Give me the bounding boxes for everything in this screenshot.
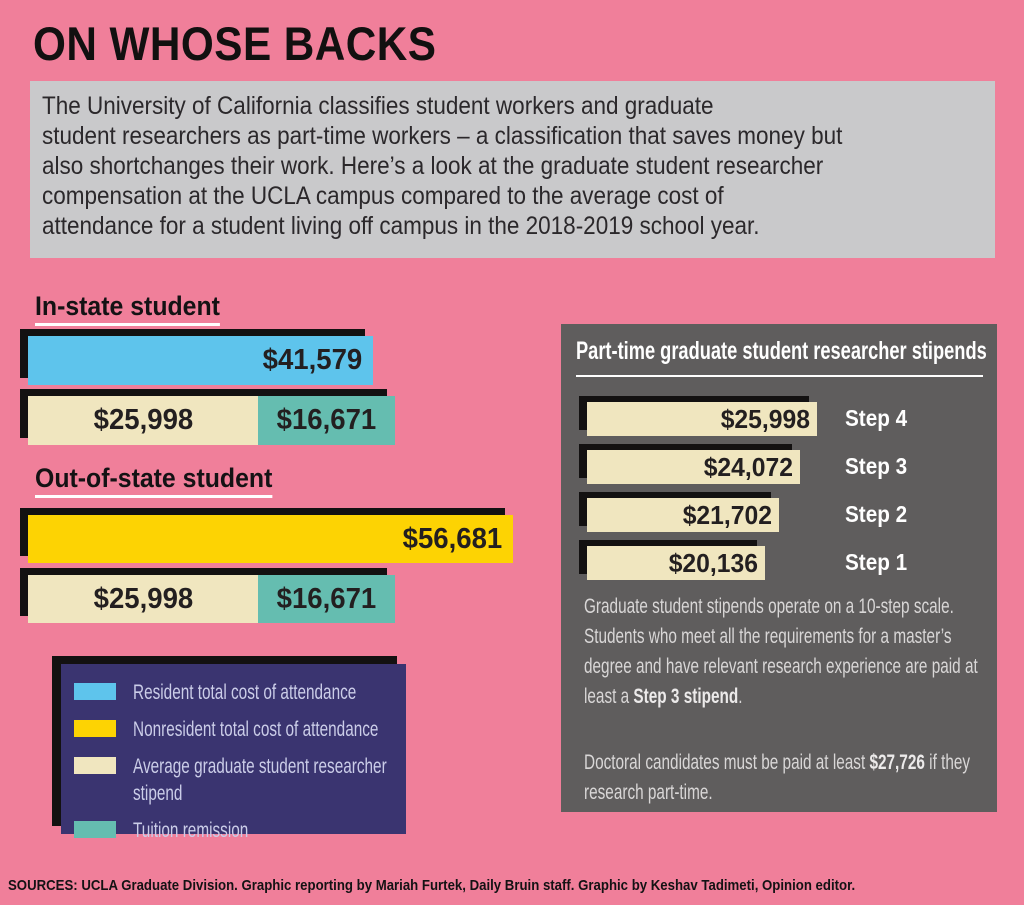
out-of-state-remission-value: $16,671	[276, 582, 377, 615]
stipend-color-swatch	[74, 757, 116, 774]
in-state-stipend-segment	[28, 396, 258, 445]
stipend-note-doctoral	[584, 748, 993, 808]
in-state-stipend-value: $25,998	[93, 404, 193, 436]
step-1-bar	[587, 546, 765, 580]
step-4-bar	[587, 402, 817, 436]
legend-label-line: Nonresident total cost of attendance	[133, 718, 379, 741]
step-4-value: $25,998	[720, 403, 810, 434]
sources-footer	[8, 877, 855, 894]
step-1-label: Step 1	[845, 549, 908, 575]
in-state-remission-value: $16,671	[276, 404, 377, 436]
in-state-total-bar	[28, 336, 373, 385]
nonresident-color-swatch	[74, 720, 116, 737]
stipend-panel-title: Part-time graduate student researcher stipends	[576, 337, 987, 365]
legend-label	[133, 817, 332, 844]
legend-label	[133, 716, 378, 743]
resident-color-swatch	[74, 683, 116, 700]
legend-label	[133, 679, 356, 706]
step-3-value: $24,072	[703, 451, 793, 482]
step-4-label: Step 4	[845, 405, 908, 431]
legend-label-line: Average graduate student researcher	[133, 755, 387, 778]
intro-paragraph	[42, 91, 842, 241]
page-title: ON WHOSE BACKS	[33, 17, 437, 70]
intro-line: attendance for a student living off campus in the 2018-2019 school year.	[42, 212, 760, 240]
out-of-state-remission-segment	[258, 575, 395, 623]
intro-line: also shortchanges their work. Here’s a look at the graduate student researcher	[42, 152, 824, 180]
note-text: Doctoral candidates must be paid at least	[584, 751, 870, 774]
note-text: Graduate student stipends operate on a 10-step scale. Students who meet all the requirements for a master’s degree and have relevant research experience are paid at least a	[584, 595, 978, 708]
out-of-state-stipend-segment	[28, 575, 258, 623]
panel-title-rule	[576, 375, 983, 377]
step-2-value: $21,702	[682, 499, 772, 530]
sources-label: SOURCES:	[8, 877, 78, 894]
step-2-bar	[587, 498, 779, 532]
note-bold-text: Step 3 stipend	[633, 685, 739, 708]
note-bold-text: $27,726	[869, 751, 925, 774]
in-state-total-value: $41,579	[262, 344, 363, 376]
in-state-heading: In-state student	[35, 291, 220, 326]
out-of-state-stacked-bar	[28, 575, 395, 623]
step-3-label: Step 3	[845, 453, 908, 479]
stipend-note-scale	[584, 592, 993, 712]
note-text: .	[738, 685, 743, 708]
out-of-state-stipend-value: $25,998	[93, 582, 193, 615]
intro-box	[30, 81, 995, 258]
in-state-stacked-bar	[28, 396, 395, 445]
intro-line: The University of California classifies student workers and graduate	[42, 92, 714, 120]
legend-label-line: stipend	[133, 782, 183, 805]
out-of-state-heading: Out-of-state student	[35, 463, 272, 498]
intro-line: compensation at the UCLA campus compared to the average cost of	[42, 182, 724, 210]
note-text: if they research part-time.	[584, 751, 971, 804]
legend-item-nonresident	[74, 716, 406, 743]
step-2-label: Step 2	[845, 501, 908, 527]
remission-color-swatch	[74, 821, 116, 838]
legend-item-stipend	[74, 753, 406, 807]
legend-label-line: Tuition remission	[133, 819, 249, 842]
step-1-value: $20,136	[668, 547, 758, 578]
legend-label	[133, 753, 387, 807]
legend-item-resident	[74, 679, 406, 706]
step-3-bar	[587, 450, 800, 484]
legend-item-remission	[74, 817, 406, 844]
intro-line: student researchers as part-time workers – a classification that saves money but	[42, 122, 843, 150]
legend	[61, 664, 406, 842]
legend-label-line: Resident total cost of attendance	[133, 681, 357, 704]
out-of-state-total-bar	[28, 515, 513, 563]
out-of-state-total-value: $56,681	[402, 522, 503, 555]
in-state-remission-segment	[258, 396, 395, 445]
sources-text: UCLA Graduate Division. Graphic reporting by Mariah Furtek, Daily Bruin staff. Graphic by Keshav Tadimeti, Opinion editor.	[77, 877, 856, 894]
stipend-panel	[561, 324, 997, 812]
